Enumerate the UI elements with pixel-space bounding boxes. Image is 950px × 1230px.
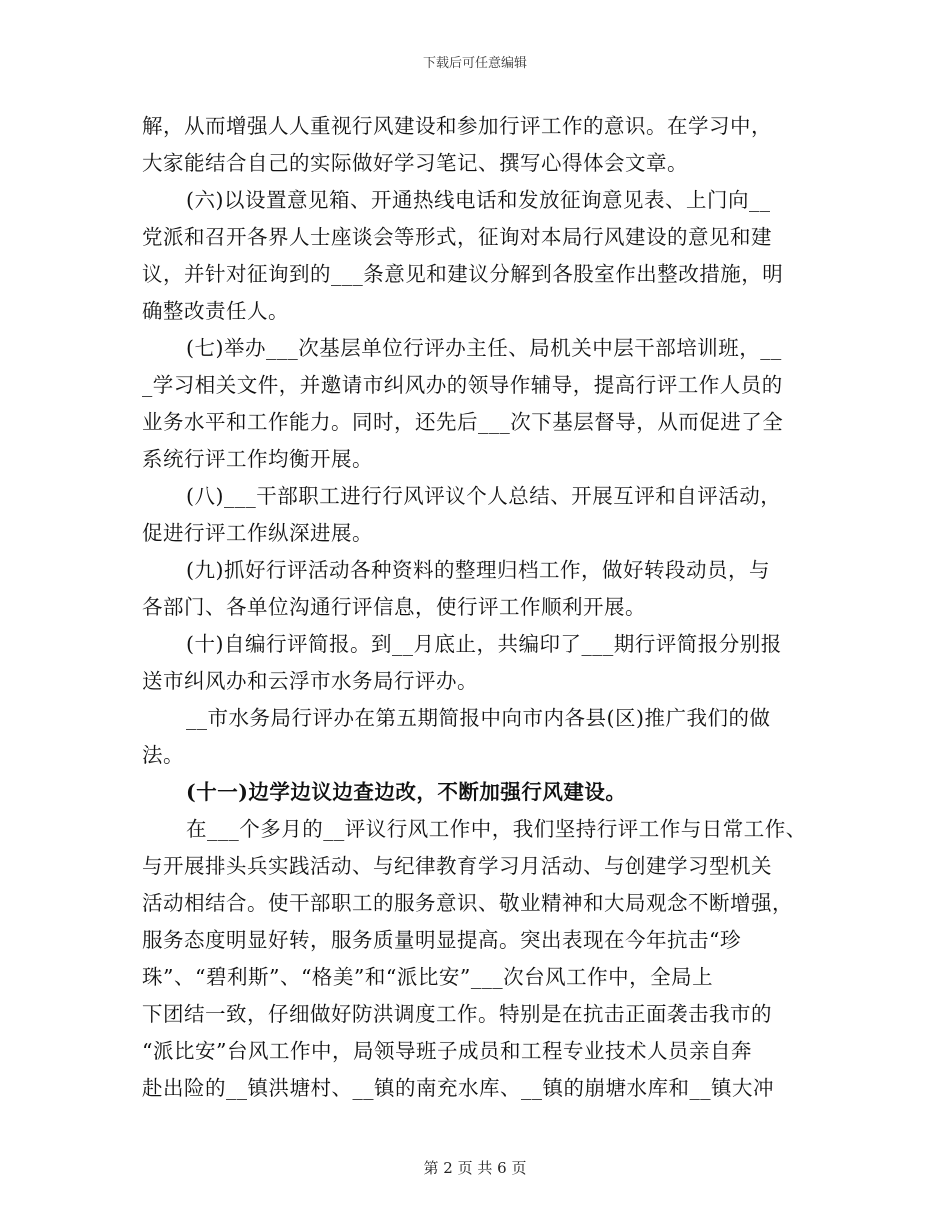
paragraph-line: 送市纠风办和云浮市水务局行评办。 [142, 669, 478, 693]
paragraph-line: 在___个多月的__评议行风工作中，我们坚持行评工作与日常工作、 [186, 817, 807, 841]
page-number: 第 2 页 共 6 页 [423, 1159, 527, 1177]
paragraph-line: 服务态度明显好转，服务质量明显提高。突出表现在今年抗击“珍 [142, 928, 741, 952]
paragraph-line: (九)抓好行评活动各种资料的整理归档工作，做好转段动员，与 [186, 558, 770, 582]
paragraph-line: (七)举办___次基层单位行评办主任、局机关中层干部培训班，__ [186, 336, 782, 360]
paragraph-line: 赴出险的__镇洪塘村、__镇的南充水库、__镇的崩塘水库和__镇大冲 [142, 1076, 774, 1100]
paragraph-line: 系统行评工作均衡开展。 [142, 447, 373, 471]
paragraph-line: __市水务局行评办在第五期简报中向市内各县(区)推广我们的做 [186, 706, 771, 730]
paragraph-line: 活动相结合。使干部职工的服务意识、敬业精神和大局观念不断增强， [142, 891, 793, 915]
paragraph-line: 大家能结合自己的实际做好学习笔记、撰写心得体会文章。 [142, 151, 688, 175]
paragraph-line: 业务水平和工作能力。同时，还先后___次下基层督导，从而促进了全 [142, 410, 784, 434]
paragraph-line: “派比安”台风工作中，局领导班子成员和工程专业技术人员亲自奔 [142, 1039, 752, 1063]
paragraph-line: 确整改责任人。 [142, 299, 289, 323]
paragraph-line: _学习相关文件，并邀请市纠风办的领导作辅导，提高行评工作人员的 [142, 373, 783, 397]
header-note: 下载后可任意编辑 [422, 56, 527, 71]
section-heading-line: (十一)边学边议边查边改，不断加强行风建设。 [186, 780, 627, 804]
paragraph-line: 珠”、“碧利斯”、“格美”和“派比安”___次台风工作中，全局上 [142, 965, 714, 989]
paragraph-line: 与开展排头兵实践活动、与纪律教育学习月活动、与创建学习型机关 [142, 854, 772, 878]
paragraph-line: (十)自编行评简报。到__月底止，共编印了___期行评简报分别报 [186, 632, 782, 656]
paragraph-line: (六)以设置意见箱、开通热线电话和发放征询意见表、上门向__ [186, 188, 771, 212]
paragraph-line: (八)___干部职工进行行风评议个人总结、开展互评和自评活动， [186, 484, 782, 508]
paragraph-line: 促进行评工作纵深进展。 [142, 521, 373, 545]
paragraph-line: 解，从而增强人人重视行风建设和参加行评工作的意识。在学习中， [142, 114, 772, 138]
paragraph-line: 法。 [142, 743, 184, 767]
paragraph-line: 下团结一致，仔细做好防洪调度工作。特别是在抗击正面袭击我市的 [142, 1002, 772, 1026]
paragraph-line: 各部门、各单位沟通行评信息，使行评工作顺利开展。 [142, 595, 646, 619]
document-body [142, 108, 822, 1107]
paragraph-line: 议，并针对征询到的___条意见和建议分解到各股室作出整改措施，明 [142, 262, 784, 286]
paragraph-line: 党派和召开各界人士座谈会等形式，征询对本局行风建设的意见和建 [142, 225, 772, 249]
